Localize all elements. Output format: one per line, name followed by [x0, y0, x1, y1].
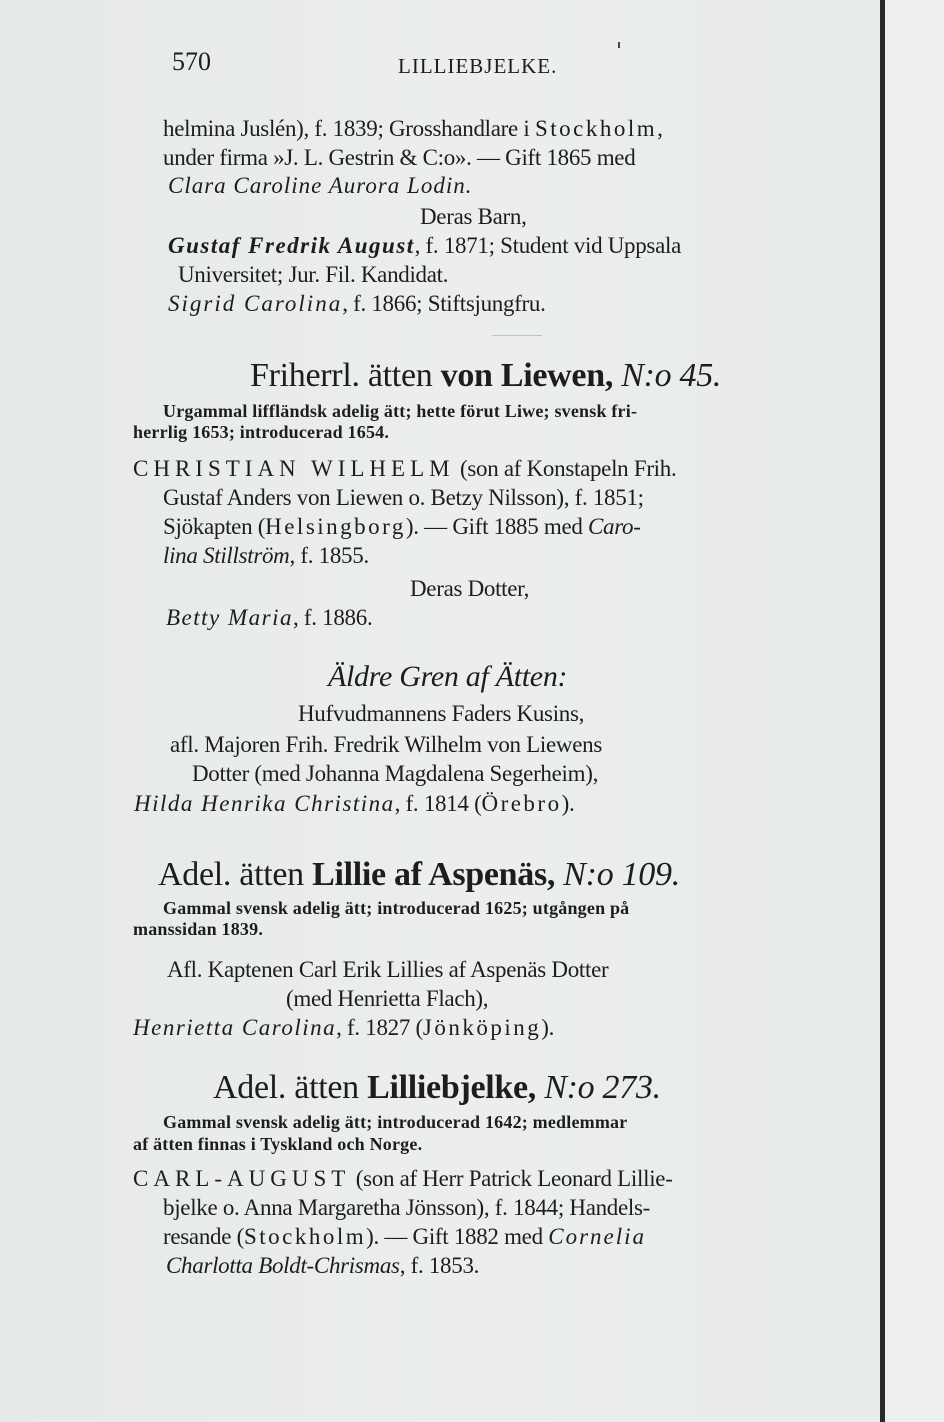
spouse-name: Cornelia [548, 1224, 647, 1249]
entry-name: CARL-AUGUST [133, 1166, 351, 1191]
section-intro-2: af ätten finnas i Tyskland och Norge. [133, 1134, 423, 1154]
text: resande ( [163, 1224, 244, 1249]
continuation-line-3: Clara Caroline Aurora Lodin. [168, 173, 473, 198]
text: Sjökapten ( [163, 514, 266, 539]
section-intro-2: manssidan 1839. [133, 919, 264, 939]
family-name: Lillie af Aspenäs, [312, 856, 556, 893]
entry-line-4 [166, 1252, 479, 1280]
section-divider [492, 335, 542, 336]
section-intro-1: Urgammal liffländsk adelig ätt; hette förut Liwe; svensk fri- [163, 401, 638, 421]
child-name: Betty Maria [166, 605, 293, 630]
heading-prefix: Adel. ätten [213, 1069, 368, 1106]
family-number: N:o 273. [536, 1069, 661, 1106]
section-heading-lillie-af-aspenas [158, 855, 680, 895]
text: ). — Gift 1882 med [366, 1224, 549, 1249]
section-intro-1: Gammal svensk adelig ätt; introducerad 1642; medlemmar [163, 1112, 628, 1132]
text: ). [561, 791, 575, 816]
text: , f. 1871; Student vid Uppsala [414, 233, 681, 258]
place-name: Helsingborg [265, 514, 406, 539]
children-heading: Deras Dotter, [410, 576, 530, 601]
branch-child-entry [134, 790, 574, 818]
running-title: LILLIEBJELKE. [398, 54, 558, 78]
text: helmina Juslén), f. 1839; Grosshandlare i [163, 116, 535, 141]
entry-line-2: Gustaf Anders von Liewen o. Betzy Nilsson), f. 1851; [163, 485, 644, 510]
entry-line-1 [133, 455, 676, 483]
entry-name: CHRISTIAN WILHELM [133, 456, 455, 481]
branch-line-1: Hufvudmannens Faders Kusins, [298, 701, 585, 726]
place-name: Jönköping [422, 1015, 542, 1040]
branch-line-2: afl. Majoren Frih. Fredrik Wilhelm von Liewens [170, 732, 602, 757]
entry-line-1: Afl. Kaptenen Carl Erik Lillies af Aspenäs Dotter [167, 957, 609, 982]
section-intro-2: herrlig 1653; introducerad 1654. [133, 422, 390, 442]
place-name: Stockholm [243, 1224, 367, 1249]
child-name: Henrietta Carolina [133, 1015, 337, 1040]
text: , f. 1855. [289, 543, 369, 568]
text: , f. 1853. [399, 1253, 480, 1278]
entry-line-2: (med Henrietta Flach), [286, 986, 489, 1011]
text: , f. 1814 ( [394, 791, 482, 816]
text: , f. 1886. [293, 605, 373, 630]
text: , f. 1866; Stiftsjungfru. [342, 291, 546, 316]
text: (son af Herr Patrick Leonard Lillie- [350, 1166, 673, 1191]
entry-line-1 [133, 1165, 673, 1193]
continuation-line-1 [163, 115, 663, 143]
spouse-name: Caro- [588, 514, 641, 539]
family-number: N:o 45. [613, 357, 722, 394]
branch-heading: Äldre Gren af Ätten: [328, 660, 568, 693]
child-name: Gustaf Fredrik August [168, 233, 415, 258]
continuation-line-2: under firma »J. L. Gestrin & C:o». — Gift 1865 med [163, 145, 636, 170]
spouse-name: lina Stillström [163, 543, 290, 568]
family-number: N:o 109. [555, 856, 680, 893]
entry-line-4 [163, 542, 369, 570]
heading-prefix: Adel. ätten [158, 856, 313, 893]
text: , [657, 116, 663, 141]
section-heading-lilliebjelke [213, 1068, 661, 1108]
entry-line-3 [163, 513, 641, 541]
section-intro-1: Gammal svensk adelig ätt; introducerad 1625; utgången på [163, 898, 630, 918]
children-heading: Deras Barn, [420, 204, 527, 229]
branch-line-3: Dotter (med Johanna Magdalena Segerheim), [192, 761, 599, 786]
text: , f. 1827 ( [336, 1015, 423, 1040]
text: (son af Konstapeln Frih. [454, 456, 677, 481]
section-heading-von-liewen [250, 356, 721, 396]
entry-line-3 [163, 1223, 646, 1251]
text: ). [541, 1015, 555, 1040]
child-entry-1 [168, 232, 681, 260]
child-name: Sigrid Carolina [168, 291, 343, 316]
child-entry [133, 1014, 554, 1042]
text: ). — Gift 1885 med [405, 514, 589, 539]
child-entry-2 [168, 290, 546, 318]
entry-line-2: bjelke o. Anna Margaretha Jönsson), f. 1844; Handels- [163, 1195, 651, 1220]
family-name: von Liewen, [440, 357, 614, 394]
heading-prefix: Friherrl. ätten [250, 357, 441, 394]
place-name: Stockholm [534, 116, 658, 141]
family-name: Lilliebjelke, [367, 1069, 537, 1106]
page-number: 570 [172, 47, 211, 76]
child-entry [166, 604, 372, 632]
child-name: Hilda Henrika Christina [134, 791, 395, 816]
print-mark [618, 42, 620, 48]
facing-page-margin [885, 0, 944, 1422]
spouse-name: Charlotta Boldt-Chrismas [166, 1253, 400, 1278]
place-name: Örebro [481, 791, 562, 816]
child-entry-1-cont: Universitet; Jur. Fil. Kandidat. [178, 262, 449, 287]
